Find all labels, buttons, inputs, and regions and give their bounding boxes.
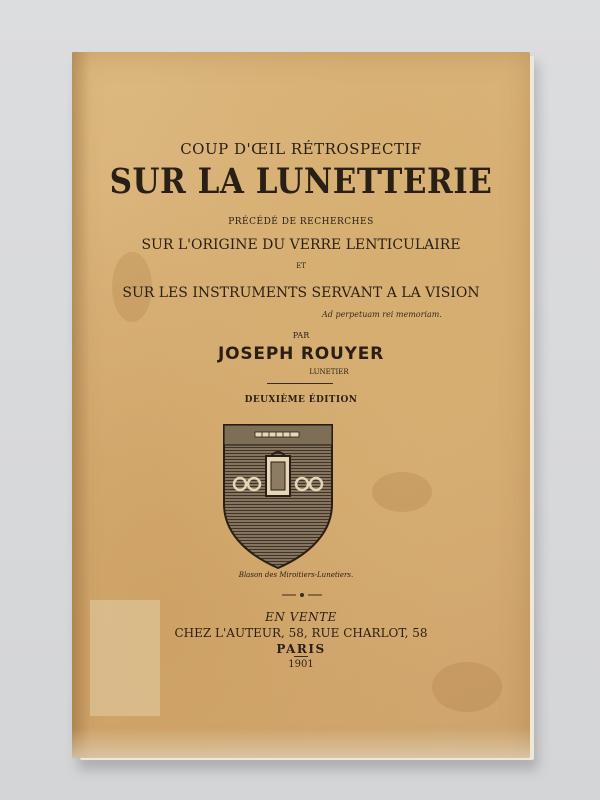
foxing-stain	[372, 472, 432, 512]
divider-rule	[267, 383, 333, 384]
author-name: JOSEPH ROUYER	[218, 344, 384, 364]
subtitle-line-3: PRÉCÉDÉ DE RECHERCHES	[228, 217, 374, 227]
book-cover	[72, 52, 530, 758]
subtitle-line-1: COUP D'ŒIL RÉTROSPECTIF	[180, 140, 422, 158]
edition-label: DEUXIÈME ÉDITION	[244, 395, 358, 405]
latin-motto: Ad perpetuam rei memoriam.	[322, 310, 442, 319]
by-label: PAR	[292, 331, 310, 340]
year-dash	[294, 656, 308, 657]
emblem-caption: Blason des Miroitiers-Lunetiers.	[238, 571, 354, 579]
city: PARIS	[276, 642, 326, 656]
subtitle-conjunction: ET	[296, 262, 306, 270]
year: 1901	[288, 659, 314, 670]
ornament-divider	[282, 592, 322, 598]
publisher-address: CHEZ L'AUTEUR, 58, RUE CHARLOT, 58	[174, 626, 428, 640]
subtitle-line-6: SUR LES INSTRUMENTS SERVANT A LA VISION	[122, 285, 480, 301]
main-title: SUR LA LUNETTERIE	[109, 161, 493, 203]
coat-of-arms-emblem	[221, 422, 335, 572]
sale-label: EN VENTE	[265, 610, 337, 624]
author-role: LUNETIER	[309, 368, 349, 376]
bottom-wear	[72, 728, 530, 758]
subtitle-line-4: SUR L'ORIGINE DU VERRE LENTICULAIRE	[141, 237, 461, 253]
